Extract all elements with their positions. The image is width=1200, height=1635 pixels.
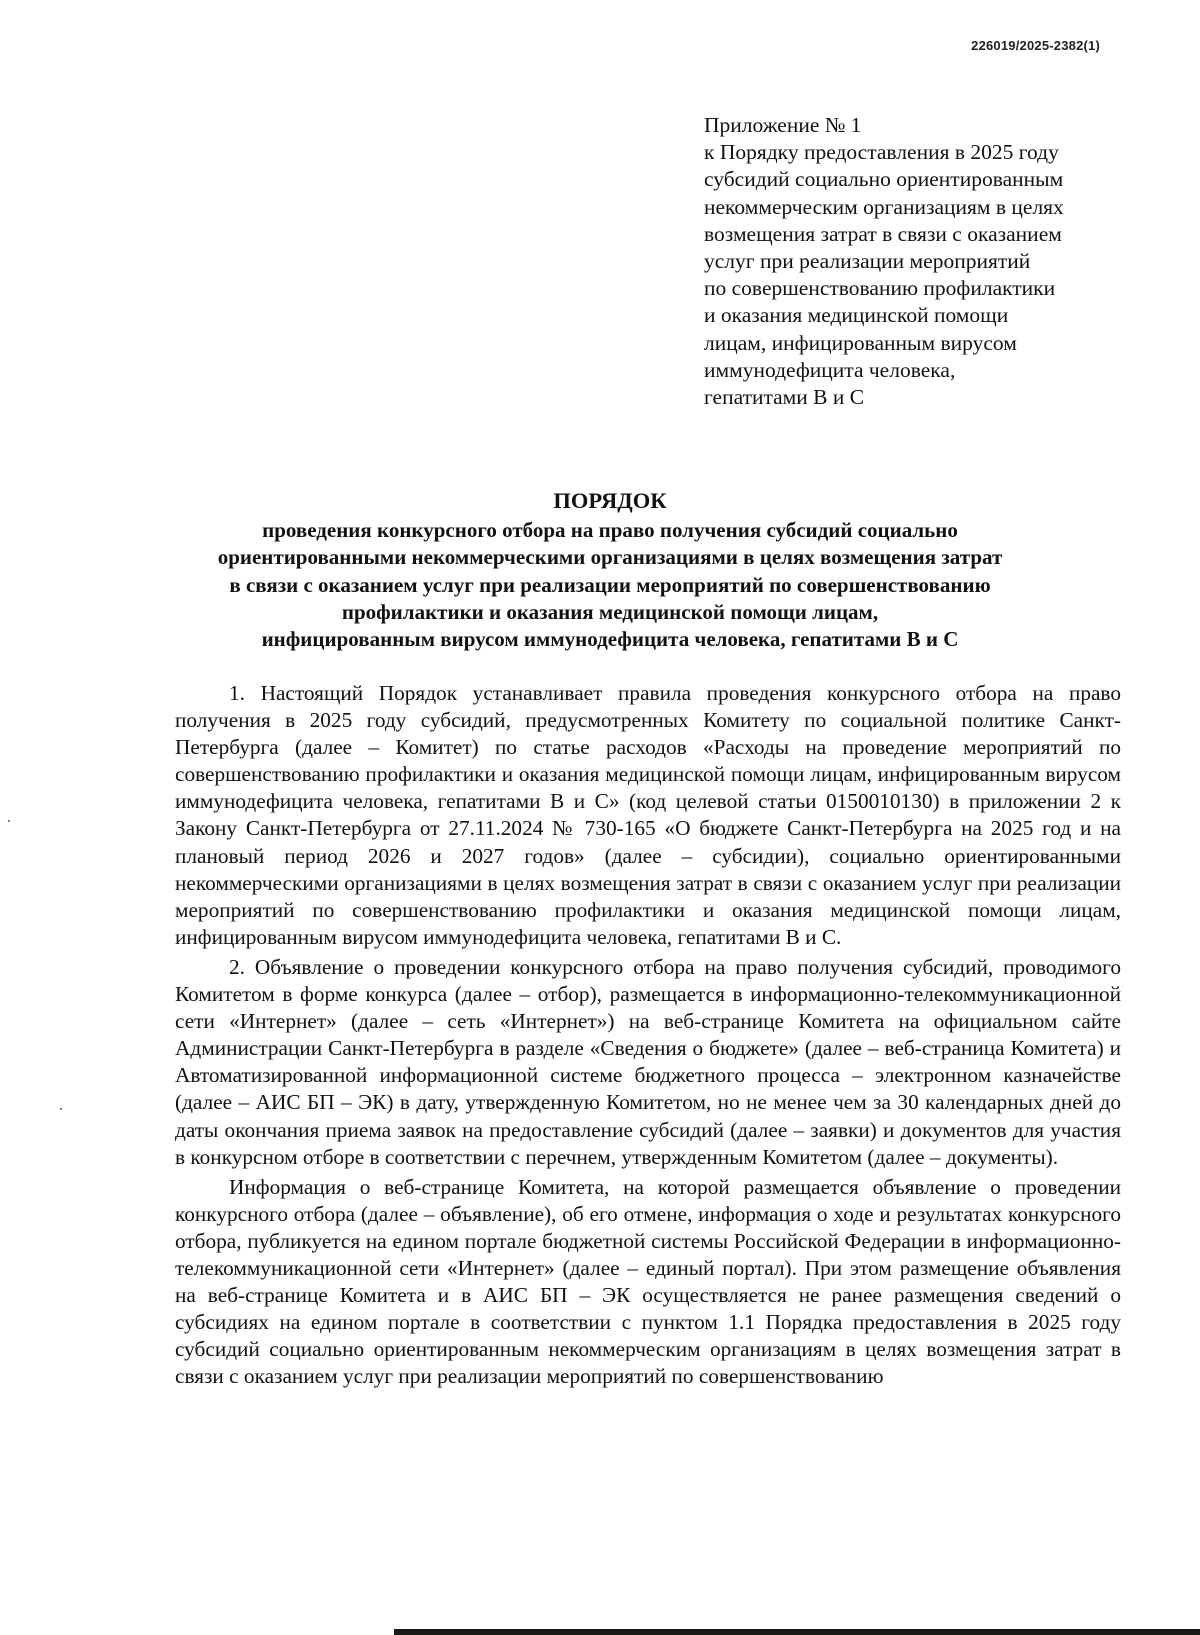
title-line: в связи с оказанием услуг при реализации мероприятий по совершенствованию — [229, 572, 991, 597]
scan-speck — [8, 820, 10, 822]
appendix-line: иммунодефицита человека, — [704, 357, 956, 382]
appendix-header — [704, 112, 1124, 411]
scan-speck — [60, 1108, 62, 1110]
paragraph-3: Информация о веб-странице Комитета, на которой размещается объявление о проведении конкурсного отбора (далее – объявление), об его отмене, информация о ходе и результатах конкурсного отбора, публикуется на едином портале бюджетной системы Российской Федерации в информационно-телекоммуникационной сети «Интернет» (далее – единый портал). При этом размещение объявления на веб-странице Комитета и в АИС БП – ЭК осуществляется не ранее размещения сведений о субсидиях на едином портале в соответствии с пунктом 1.1 Порядка предоставления в 2025 году субсидий социально ориентированным некоммерческим организациям в целях возмещения затрат в связи с оказанием услуг при реализации мероприятий по совершенствованию — [175, 1174, 1121, 1389]
title-line: инфицированным вирусом иммунодефицита человека, гепатитами В и С — [261, 627, 959, 652]
paragraph-2: 2. Объявление о проведении конкурсного отбора на право получения субсидий, проводимого Комитетом в форме конкурса (далее – отбор), размещается в информационно-телекоммуникационной сети «Интернет» (далее – сеть «Интернет») на веб-странице Комитета на официальном сайте Администрации Санкт-Петербурга в разделе «Сведения о бюджете» (далее – веб-страница Комитета) и Автоматизированной информационной системе бюджетного процесса – электронном казначействе (далее – АИС БП – ЭК) в дату, утвержденную Комитетом, но не менее чем за 30 календарных дней до даты окончания приема заявок на предоставление субсидий (далее – заявки) и документов для участия в конкурсном отборе в соответствии с перечнем, утвержденным Комитетом (далее – документы). — [175, 954, 1121, 1169]
appendix-line: и оказания медицинской помощи — [704, 303, 1009, 328]
scan-edge-rule — [394, 1629, 1200, 1635]
appendix-line: возмещения затрат в связи с оказанием — [704, 221, 1062, 246]
appendix-line: субсидий социально ориентированным — [704, 167, 1064, 192]
document-body — [175, 680, 1121, 1393]
title-line: профилактики и оказания медицинской помощи лицам, — [341, 599, 879, 624]
title-line: проведения конкурсного отбора на право получения субсидий социально — [262, 518, 958, 542]
title-main: ПОРЯДОК — [553, 488, 667, 513]
appendix-line: лицам, инфицированным вирусом — [704, 330, 1017, 355]
appendix-line: к Порядку предоставления в 2025 году — [704, 140, 1059, 165]
title-line: ориентированными некоммерческими организациями в целях возмещения затрат — [217, 545, 1003, 570]
document-number: 226019/2025-2382(1) — [971, 38, 1100, 53]
appendix-line: гепатитами В и С — [704, 385, 865, 410]
document-title — [150, 486, 1070, 653]
appendix-line: по совершенствованию профилактики — [704, 276, 1056, 301]
appendix-line: услуг при реализации мероприятий — [704, 249, 1031, 274]
paragraph-1: 1. Настоящий Порядок устанавливает правила проведения конкурсного отбора на право получения в 2025 году субсидий, предусмотренных Комитету по социальной политике Санкт-Петербурга (далее – Комитет) по статье расходов «Расходы на проведение мероприятий по совершенствованию профилактики и оказания медицинской помощи лицам, инфицированным вирусом иммунодефицита человека, гепатитами В и С» (код целевой статьи 0150010130) в приложении 2 к Закону Санкт-Петербурга от 27.11.2024 № 730-165 «О бюджете Санкт-Петербурга на 2025 год и на плановый период 2026 и 2027 годов» (далее – субсидии), социально ориентированными некоммерческими организациями в целях возмещения затрат в связи с оказанием услуг при реализации мероприятий по совершенствованию профилактики и оказания медицинской помощи лицам, инфицированным вирусом иммунодефицита человека, гепатитами В и С. — [175, 681, 1121, 949]
appendix-line: Приложение № 1 — [704, 113, 862, 137]
appendix-line: некоммерческим организациям в целях — [704, 194, 1064, 219]
